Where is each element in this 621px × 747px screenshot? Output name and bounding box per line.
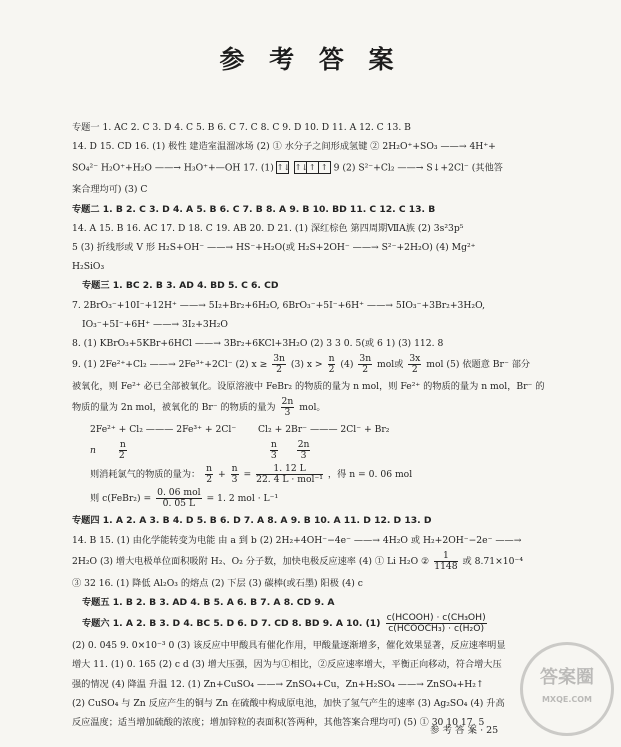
fraction: $\frac{3x}{2}$	[409, 353, 421, 376]
fraction: $\frac{2n}{3}$	[297, 439, 310, 462]
page-title: 参 考 答 案	[219, 45, 402, 74]
text-line: 5 (3) 折线形或 V 形 H₂S+OH⁻ ——→ HS⁻+H₂O(或 H₂S+2OH⁻ ——→ S²⁻+2H₂O) (4) Mg²⁺	[72, 241, 476, 253]
watermark-stamp	[520, 642, 614, 736]
section-heading: 专题二 1. B 2. C 3. D 4. A 5. B 6. C 7. B 8. A 9. B 10. BD 11. C 12. C 13. B	[72, 203, 436, 215]
text-line: 增大 11. (1) 0. 165 (2) c d (3) 增大压强，因为与①相比，②反应速率增大，平衡正向移动，符合增大压	[72, 659, 502, 671]
text-line: 14. A 15. B 16. AC 17. D 18. C 19. AB 20. D 21. (1) 深红棕色 第四周期ⅦA族 (2) 3s²3p⁵	[72, 222, 464, 234]
fraction: $\frac{3n}{2}$	[359, 353, 372, 376]
section-heading: 专题四 1. A 2. A 3. B 4. D 5. B 6. D 7. A 8. A 9. B 10. A 11. D 12. D 13. D	[72, 515, 432, 527]
equation-row: 2Fe²⁺ + Cl₂ ——— 2Fe³⁺ + 2Cl⁻ Cl₂ + 2Br⁻ ——— 2Cl⁻ + Br₂	[90, 424, 390, 436]
page-footer: 参 考 答 案 · 25	[430, 725, 499, 736]
orbital-diagram: ↑↓	[276, 163, 291, 173]
text-line: 物质的量为 2n mol，被氧化的 Br⁻ 的物质的量为 $\frac{2n}{3}$ mol。	[72, 396, 326, 419]
section-heading: 专题五 1. B 2. B 3. AD 4. B 5. A 6. B 7. A 8. CD 9. A	[82, 597, 335, 608]
answer-body	[72, 118, 562, 732]
fraction: $\frac{2n}{3}$	[281, 396, 294, 419]
fraction: $\frac{n}{2}$	[118, 439, 126, 462]
fraction: $\frac{\text{0. 06 mol}}{0. 05 L}$	[157, 487, 201, 510]
text-line: 则消耗氯气的物质的量为： $\frac{n}{2}$ + $\frac{n}{3}$ = $\frac{1. 12 L}{\text{22. 4 L · mol⁻¹}}$ ，得 n = 0. 06 mol	[90, 463, 413, 486]
fraction: $\frac{n}{2}$	[328, 353, 335, 376]
text-line: 9. (1) 2Fe²⁺+Cl₂ ——→ 2Fe³⁺+2Cl⁻ (2) x ≥ $\frac{3n}{2}$ (3) x > $\frac{n}{2}$ (4) $\frac{3n}{2}$ mol或 $\frac{3x}{2}$ mol (5) 依题意 Br⁻ 部分	[72, 353, 531, 376]
text-line: 7. 2BrO₃⁻+10I⁻+12H⁺ ——→ 5I₂+Br₂+6H₂O, 6BrO₃⁻+5I⁻+6H⁺ ——→ 5IO₃⁻+3Br₂+3H₂O,	[72, 299, 485, 311]
text-line: 专题一 1. AC 2. C 3. D 4. C 5. B 6. C 7. C 8. C 9. D 10. D 11. A 12. C 13. B	[72, 122, 411, 133]
text-line: H₂SiO₃	[72, 261, 105, 273]
fraction: $\frac{3n}{2}$	[273, 353, 285, 376]
equation-row: n $\frac{n}{2}$ $\frac{n}{3}$ $\frac{2n}{3}$	[90, 439, 310, 462]
text-line: 被氧化，则 Fe²⁺ 必已全部被氧化。设原溶液中 FeBr₂ 的物质的量为 n mol，则 Fe²⁺ 的物质的量为 n mol，Br⁻ 的	[72, 381, 545, 393]
watermark-sub: MXQE.COM	[541, 695, 593, 704]
text-line: 案合理均可) (3) C	[72, 184, 148, 196]
section-heading: 专题三 1. BC 2. B 3. AD 4. BD 5. C 6. CD	[82, 280, 279, 292]
text-line: 强的情况 (4) 降温 升温 12. (1) Zn+CuSO₄ ——→ ZnSO₄+Cu，Zn+H₂SO₄ ——→ ZnSO₄+H₂↑	[72, 678, 484, 690]
text-line: (2) 0. 045 9. 0×10⁻³ 0 (3) 该反应中甲酸具有催化作用，甲酸量逐渐增多，催化效果显著，反应速率明显	[72, 640, 506, 652]
text-line: 14. B 15. (1) 由化学能转变为电能 由 a 到 b (2) 2H₂+4OH⁻−4e⁻ ——→ 4H₂O 或 H₂+2OH⁻−2e⁻ ——→	[72, 534, 522, 546]
text-line: 8. (1) KBrO₃+5KBr+6HCl ——→ 3Br₂+6KCl+3H₂O (2) 3 3 0. 5(或 6 1) (3) 112. 8	[72, 337, 444, 349]
text-line: IO₃⁻+5I⁻+6H⁺ ——→ 3I₂+3H₂O	[82, 318, 228, 330]
fraction: $\frac{1. 12 L}{\text{22. 4 L · mol⁻¹}}$	[256, 463, 323, 486]
fraction: $\frac{1}{1148}$	[434, 549, 458, 572]
orbital-diagram-np: ↑↓↑ ↑	[295, 156, 331, 180]
text-line: 14. D 15. CD 16. (1) 极性 建造室温溜冰场 (2) ① 水分子之间形成氢键 ② 2H₂O⁺+SO₃ ——→ 4H⁺+	[72, 141, 496, 153]
fraction: $\frac{n}{3}$	[270, 439, 277, 462]
watermark-main: 答案圈	[540, 667, 594, 688]
fraction: $\frac{\text{c(HCOOH) · c(CH₃OH)}}{\text{c(HCOOCH₃) · c(H₂O)}}$	[386, 612, 486, 635]
section-heading: 专题六 1. A 2. B 3. D 4. BC 5. D 6. D 7. CD 8. BD 9. A 10. (1) $\frac{\text{c(HCOOH) · c(CH₃OH)}}{\text{c(HCOOCH₃) · c(H₂O)}}$	[82, 612, 486, 635]
text-line: 2H₂O (3) 增大电极单位面积吸附 H₂、O₂ 分子数，加快电极反应速率 (4) ① Li H₂O ② $\frac{1}{1148}$ 或 8.71×10⁻⁴	[72, 549, 524, 572]
text-line: (2) CuSO₄ 与 Zn 反应产生的铜与 Zn 在硫酸中构成原电池，加快了氢气产生的速率 (3) Ag₂SO₄ (4) 升高	[72, 697, 505, 709]
fraction: $\frac{n}{2}$	[206, 463, 213, 486]
text-line: SO₄²⁻ H₂O⁺+H₂O ——→ H₃O⁺+—OH 17. (1) ↑↓ ↑↓↑ ↑ 9 (2) S²⁻+Cl₂ ——→ S↓+2Cl⁻ (其他答	[72, 156, 562, 180]
text-line: 反应温度；适当增加硫酸的浓度；增加锌粒的表面积(答两种，其他答案合理均可) (5) ① 30 10 17. 5	[72, 716, 485, 728]
text-line: ③ 32 16. (1) 降低 Al₂O₃ 的熔点 (2) 下层 (3) 碳棒(或石墨) 阳极 (4) c	[72, 577, 363, 589]
text-line: 则 c(FeBr₂) = $\frac{\text{0. 06 mol}}{0. 05 L}$ = 1. 2 mol · L⁻¹	[90, 487, 279, 510]
fraction: $\frac{n}{3}$	[231, 463, 238, 486]
